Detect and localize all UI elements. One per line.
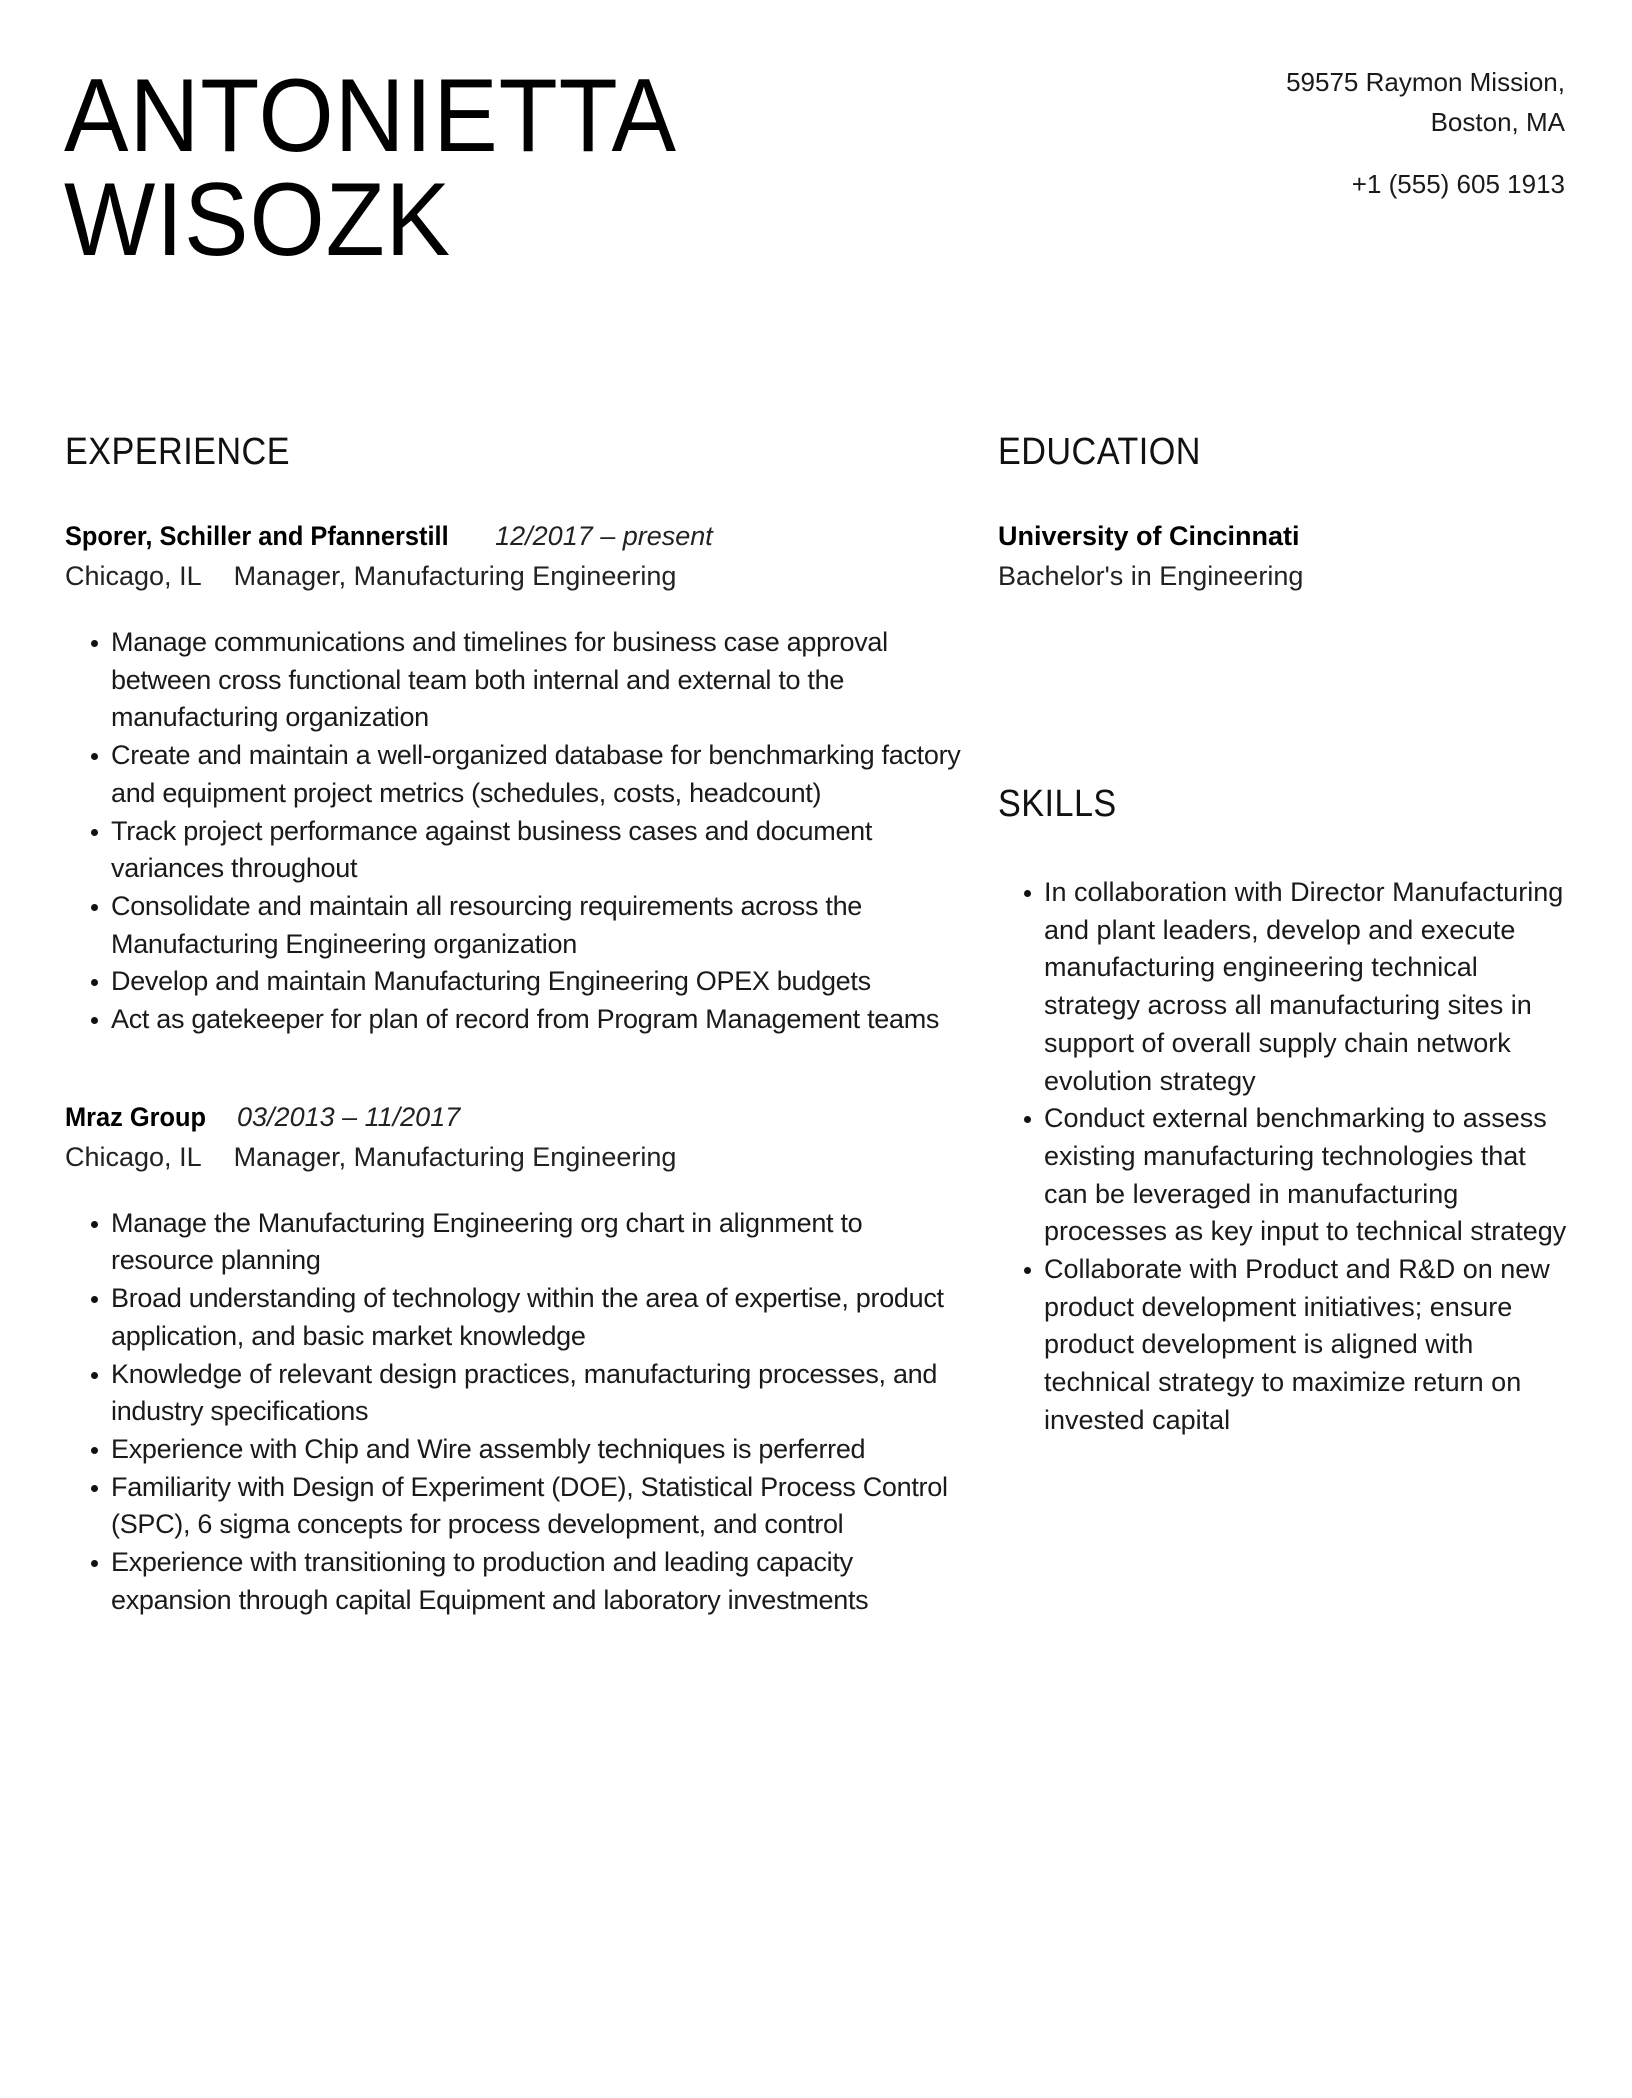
bullet-item: Broad understanding of technology within the area of expertise, product application, and basic market knowledge [111, 1280, 965, 1355]
job-entry [65, 516, 965, 1039]
job-subheader [65, 1137, 965, 1177]
sidebar-column [998, 428, 1578, 1440]
bullet-item: Track project performance against business cases and document variances throughout [111, 813, 965, 888]
contact-block [1286, 62, 1565, 204]
job-header [65, 516, 965, 556]
bullet-item: Create and maintain a well-organized database for benchmarking factory and equipment project metrics (schedules, costs, headcount) [111, 737, 965, 812]
experience-heading: EXPERIENCE [65, 431, 290, 473]
candidate-name [64, 58, 677, 278]
skills-list [998, 874, 1578, 1440]
address-line-2: Boston, MA [1430, 107, 1565, 137]
bullet-item: Act as gatekeeper for plan of record from Program Management teams [111, 1001, 965, 1039]
bullet-item: Experience with Chip and Wire assembly techniques is perferred [111, 1431, 965, 1469]
job-role: Manager, Manufacturing Engineering [233, 561, 677, 591]
job-dates: 12/2017 – present [495, 521, 713, 551]
job-header [65, 1097, 965, 1137]
company-name: Sporer, Schiller and Pfannerstill [65, 521, 449, 551]
bullet-item: Develop and maintain Manufacturing Engineering OPEX budgets [111, 963, 965, 1001]
bullet-item: Consolidate and maintain all resourcing requirements across the Manufacturing Engineering organization [111, 888, 965, 963]
bullet-item: Manage communications and timelines for business case approval between cross functional team both internal and external to the manufacturing organization [111, 624, 965, 737]
skill-item: In collaboration with Director Manufacturing and plant leaders, develop and execute manufacturing engineering technical strategy across all manufacturing sites in support of overall supply chain network evolution strategy [1044, 874, 1578, 1100]
job-dates: 03/2013 – 11/2017 [237, 1101, 461, 1132]
bullet-item: Knowledge of relevant design practices, manufacturing processes, and industry specifications [111, 1356, 965, 1431]
experience-section [65, 428, 965, 1619]
job-entry [65, 1097, 965, 1620]
address-line-1: 59575 Raymon Mission, [1286, 67, 1565, 97]
job-bullets [65, 624, 965, 1039]
name-first: ANTONIETTA [64, 58, 677, 174]
company-name: Mraz Group [65, 1101, 207, 1132]
bullet-item: Familiarity with Design of Experiment (DOE), Statistical Process Control (SPC), 6 sigma concepts for process development, and control [111, 1469, 965, 1544]
job-subheader [65, 556, 965, 596]
education-entry [998, 516, 1578, 596]
education-heading: EDUCATION [998, 431, 1201, 473]
name-last: WISOZK [64, 162, 452, 278]
skill-item: Collaborate with Product and R&D on new product development initiatives; ensure product development is aligned with technical strategy to maximize return on invested capital [1044, 1251, 1578, 1440]
job-bullets [65, 1205, 965, 1620]
degree: Bachelor's in Engineering [998, 561, 1304, 591]
skill-item: Conduct external benchmarking to assess existing manufacturing technologies that can be leveraged in manufacturing processes as key input to technical strategy [1044, 1100, 1578, 1251]
job-location: Chicago, IL [65, 1141, 202, 1172]
bullet-item: Manage the Manufacturing Engineering org chart in alignment to resource planning [111, 1205, 965, 1280]
bullet-item: Experience with transitioning to production and leading capacity expansion through capital Equipment and laboratory investments [111, 1544, 965, 1619]
phone-number: +1 (555) 605 1913 [1351, 169, 1565, 199]
school-name: University of Cincinnati [998, 521, 1300, 551]
job-role: Manager, Manufacturing Engineering [233, 1141, 677, 1172]
skills-heading: SKILLS [998, 783, 1117, 825]
job-location: Chicago, IL [65, 561, 202, 591]
